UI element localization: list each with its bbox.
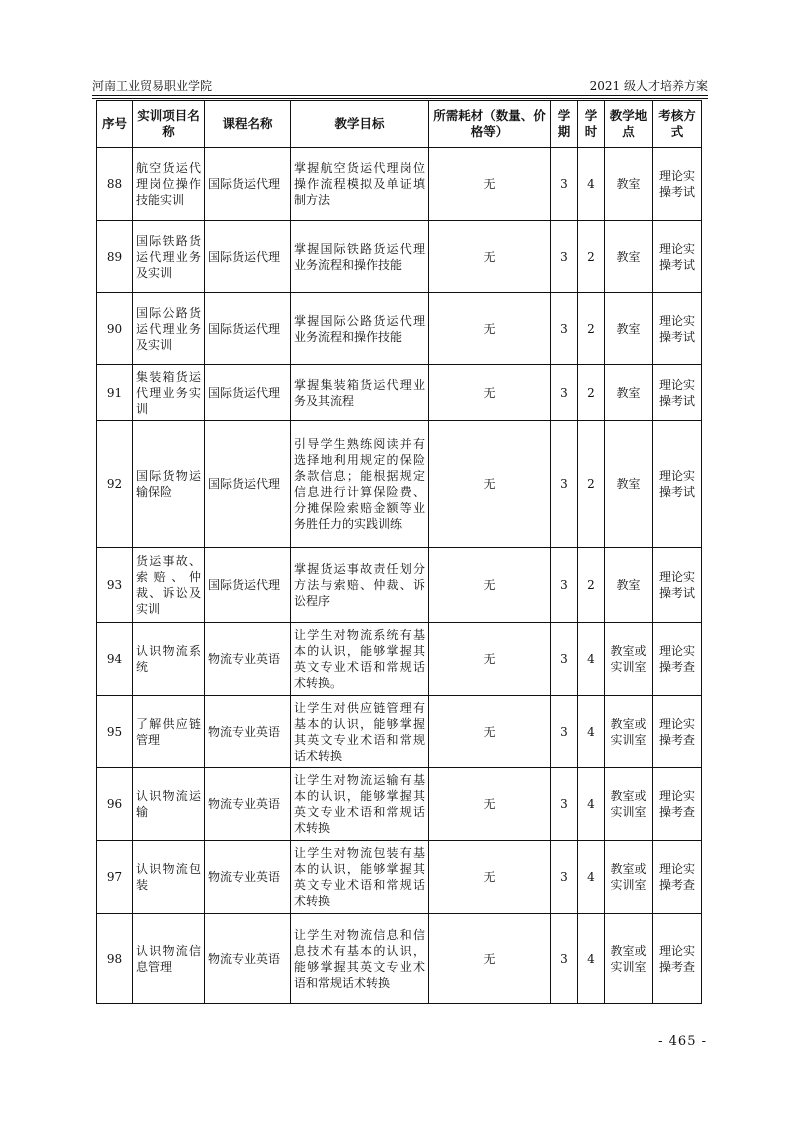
col-header-hours: 学时 [578, 101, 605, 148]
row-goal: 掌握货运事故责任划分方法与索赔、仲裁、诉讼程序 [291, 548, 429, 623]
row-term: 3 [551, 841, 578, 914]
row-goal: 掌握集装箱货运代理业务及其流程 [291, 365, 429, 421]
table-row [97, 148, 702, 221]
row-term: 3 [551, 548, 578, 623]
row-course: 物流专业英语 [205, 841, 291, 914]
training-table [96, 100, 702, 1004]
row-hours: 4 [578, 623, 605, 696]
row-number: 92 [97, 421, 133, 548]
row-term: 3 [551, 421, 578, 548]
row-consumables: 无 [429, 696, 551, 768]
table-header-row [97, 101, 702, 148]
col-header-assess: 考核方式 [653, 101, 702, 148]
row-term: 3 [551, 768, 578, 841]
table-row [97, 421, 702, 548]
row-place: 教室或实训室 [605, 768, 653, 841]
row-consumables: 无 [429, 365, 551, 421]
row-assess: 理论实操考查 [653, 696, 702, 768]
row-project: 认识物流包装 [133, 841, 205, 914]
row-place: 教室或实训室 [605, 696, 653, 768]
row-number: 88 [97, 148, 133, 221]
row-assess: 理论实操考试 [653, 221, 702, 293]
row-number: 89 [97, 221, 133, 293]
row-hours: 2 [578, 365, 605, 421]
row-number: 97 [97, 841, 133, 914]
row-goal: 让学生对物流系统有基本的认识，能够掌握其英文专业术语和常规话术转换。 [291, 623, 429, 696]
row-consumables: 无 [429, 623, 551, 696]
row-place: 教室 [605, 221, 653, 293]
running-header [92, 78, 708, 94]
table-row [97, 768, 702, 841]
row-assess: 理论实操考试 [653, 421, 702, 548]
table-row [97, 623, 702, 696]
row-course: 国际货运代理 [205, 221, 291, 293]
row-number: 90 [97, 293, 133, 365]
row-consumables: 无 [429, 914, 551, 1004]
row-term: 3 [551, 221, 578, 293]
col-header-place: 教学地点 [605, 101, 653, 148]
row-term: 3 [551, 148, 578, 221]
row-project: 了解供应链管理 [133, 696, 205, 768]
row-place: 教室或实训室 [605, 914, 653, 1004]
row-number: 95 [97, 696, 133, 768]
table-row [97, 841, 702, 914]
row-consumables: 无 [429, 768, 551, 841]
row-goal: 引导学生熟练阅读并有选择地利用规定的保险条款信息；能根据规定信息进行计算保险费、分摊保险索赔金额等业务胜任力的实践训练 [291, 421, 429, 548]
row-project: 集装箱货运代理业务实训 [133, 365, 205, 421]
col-header-goal: 教学目标 [291, 101, 429, 148]
row-goal: 让学生对物流运输有基本的认识，能够掌握其英文专业术语和常规话术转换 [291, 768, 429, 841]
table-row [97, 914, 702, 1004]
table-row [97, 221, 702, 293]
row-course: 物流专业英语 [205, 623, 291, 696]
header-institution: 河南工业贸易职业学院 [92, 79, 213, 93]
row-consumables: 无 [429, 293, 551, 365]
page-number: - 465 - [658, 1034, 707, 1049]
col-header-course: 课程名称 [205, 101, 291, 148]
row-goal: 让学生对物流包装有基本的认识，能够掌握其英文专业术语和常规话术转换 [291, 841, 429, 914]
row-goal: 掌握国际公路货运代理业务流程和操作技能 [291, 293, 429, 365]
row-place: 教室 [605, 293, 653, 365]
row-course: 物流专业英语 [205, 696, 291, 768]
row-consumables: 无 [429, 548, 551, 623]
table-row [97, 548, 702, 623]
row-course: 国际货运代理 [205, 548, 291, 623]
row-project: 国际铁路货运代理业务及实训 [133, 221, 205, 293]
row-consumables: 无 [429, 841, 551, 914]
row-hours: 4 [578, 148, 605, 221]
row-number: 98 [97, 914, 133, 1004]
row-hours: 4 [578, 696, 605, 768]
row-goal: 让学生对供应链管理有基本的认识，能够掌握其英文专业术语和常规话术转换 [291, 696, 429, 768]
row-term: 3 [551, 623, 578, 696]
col-header-term: 学期 [551, 101, 578, 148]
row-place: 教室 [605, 421, 653, 548]
row-consumables: 无 [429, 148, 551, 221]
row-hours: 4 [578, 914, 605, 1004]
row-assess: 理论实操考查 [653, 623, 702, 696]
row-number: 94 [97, 623, 133, 696]
row-place: 教室或实训室 [605, 623, 653, 696]
row-assess: 理论实操考查 [653, 914, 702, 1004]
row-hours: 4 [578, 768, 605, 841]
table-row [97, 696, 702, 768]
row-course: 国际货运代理 [205, 421, 291, 548]
row-project: 认识物流运输 [133, 768, 205, 841]
row-consumables: 无 [429, 421, 551, 548]
row-number: 91 [97, 365, 133, 421]
row-place: 教室或实训室 [605, 841, 653, 914]
header-plan-title: 2021 级人才培养方案 [589, 79, 708, 93]
row-course: 国际货运代理 [205, 365, 291, 421]
row-number: 96 [97, 768, 133, 841]
row-project: 认识物流信息管理 [133, 914, 205, 1004]
row-term: 3 [551, 365, 578, 421]
col-header-consumables: 所需耗材（数量、价格等） [429, 101, 551, 148]
row-project: 航空货运代理岗位操作技能实训 [133, 148, 205, 221]
row-assess: 理论实操考试 [653, 293, 702, 365]
row-term: 3 [551, 293, 578, 365]
header-rule [92, 95, 708, 96]
row-hours: 2 [578, 221, 605, 293]
row-course: 物流专业英语 [205, 768, 291, 841]
row-assess: 理论实操考试 [653, 365, 702, 421]
row-number: 93 [97, 548, 133, 623]
table-row [97, 365, 702, 421]
row-place: 教室 [605, 148, 653, 221]
row-term: 3 [551, 696, 578, 768]
row-project: 国际公路货运代理业务及实训 [133, 293, 205, 365]
row-course: 国际货运代理 [205, 293, 291, 365]
row-assess: 理论实操考试 [653, 148, 702, 221]
row-assess: 理论实操考试 [653, 548, 702, 623]
row-assess: 理论实操考查 [653, 841, 702, 914]
row-hours: 2 [578, 421, 605, 548]
row-place: 教室 [605, 365, 653, 421]
row-course: 国际货运代理 [205, 148, 291, 221]
row-hours: 2 [578, 548, 605, 623]
col-header-no: 序号 [97, 101, 133, 148]
row-course: 物流专业英语 [205, 914, 291, 1004]
row-goal: 掌握国际铁路货运代理业务流程和操作技能 [291, 221, 429, 293]
row-assess: 理论实操考查 [653, 768, 702, 841]
row-consumables: 无 [429, 221, 551, 293]
row-term: 3 [551, 914, 578, 1004]
row-hours: 4 [578, 841, 605, 914]
row-goal: 让学生对物流信息和信息技术有基本的认识，能够掌握其英文专业术语和常规话术转换 [291, 914, 429, 1004]
row-project: 国际货物运输保险 [133, 421, 205, 548]
row-place: 教室 [605, 548, 653, 623]
row-hours: 2 [578, 293, 605, 365]
row-goal: 掌握航空货运代理岗位操作流程模拟及单证填制方法 [291, 148, 429, 221]
row-project: 认识物流系统 [133, 623, 205, 696]
header-rule-thin [92, 98, 708, 99]
table-row [97, 293, 702, 365]
col-header-project: 实训项目名称 [133, 101, 205, 148]
row-project: 货运事故、索赔、仲裁、诉讼及实训 [133, 548, 205, 623]
